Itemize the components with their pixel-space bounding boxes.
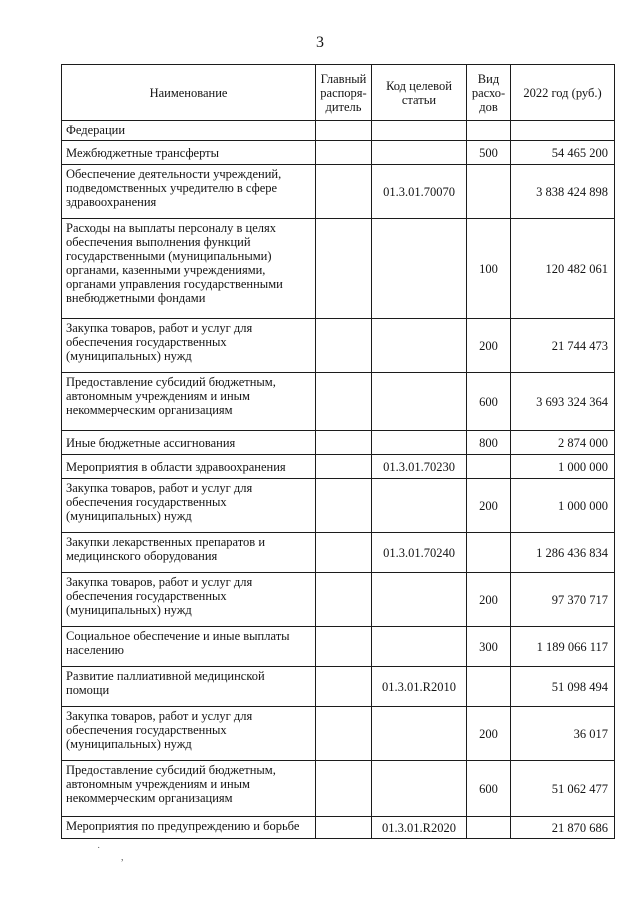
table-body: [62, 121, 615, 839]
cell-glav: [316, 165, 372, 219]
cell-glav: [316, 761, 372, 817]
table-header: [62, 65, 615, 121]
cell-vid: [467, 455, 511, 479]
budget-table: [61, 64, 615, 839]
table-row: [62, 141, 615, 165]
cell-sum: 54 465 200: [511, 141, 615, 165]
cell-name: Предоставление субсидий бюджетным, автономным учреждениям и иным некоммерческим организациям: [62, 761, 316, 817]
header-sum: 2022 год (руб.): [511, 65, 615, 121]
cell-sum: 51 098 494: [511, 667, 615, 707]
cell-sum: [511, 121, 615, 141]
cell-glav: [316, 627, 372, 667]
cell-glav: [316, 455, 372, 479]
cell-kod: [372, 573, 467, 627]
cell-name: Социальное обеспечение и иные выплаты населению: [62, 627, 316, 667]
table-row: [62, 667, 615, 707]
page-number: 3: [316, 34, 324, 51]
cell-vid: 200: [467, 573, 511, 627]
table-row: [62, 533, 615, 573]
table-row: [62, 373, 615, 431]
cell-sum: 3 693 324 364: [511, 373, 615, 431]
cell-kod: 01.3.01.70230: [372, 455, 467, 479]
cell-glav: [316, 479, 372, 533]
table-row: [62, 817, 615, 839]
cell-vid: [467, 667, 511, 707]
table-row: [62, 121, 615, 141]
cell-glav: [316, 121, 372, 141]
cell-vid: [467, 533, 511, 573]
cell-kod: [372, 373, 467, 431]
cell-name: Закупка товаров, работ и услуг для обеспечения государственных (муниципальных) нужд: [62, 573, 316, 627]
table-row: [62, 319, 615, 373]
cell-sum: 97 370 717: [511, 573, 615, 627]
cell-name: Закупки лекарственных препаратов и медицинского оборудования: [62, 533, 316, 573]
cell-kod: [372, 627, 467, 667]
cell-glav: [316, 141, 372, 165]
cell-kod: 01.3.01.R2010: [372, 667, 467, 707]
cell-kod: [372, 141, 467, 165]
cell-kod: 01.3.01.70070: [372, 165, 467, 219]
cell-sum: 120 482 061: [511, 219, 615, 319]
cell-sum: 1 000 000: [511, 479, 615, 533]
cell-glav: [316, 667, 372, 707]
cell-vid: 600: [467, 373, 511, 431]
cell-vid: 200: [467, 479, 511, 533]
cell-vid: 300: [467, 627, 511, 667]
table-row: [62, 627, 615, 667]
cell-sum: 1 000 000: [511, 455, 615, 479]
table-row: [62, 431, 615, 455]
cell-vid: 500: [467, 141, 511, 165]
cell-kod: [372, 479, 467, 533]
scan-speck: ,: [121, 852, 124, 863]
table-row: [62, 165, 615, 219]
cell-vid: 200: [467, 707, 511, 761]
cell-sum: 51 062 477: [511, 761, 615, 817]
table-row: [62, 455, 615, 479]
cell-vid: [467, 165, 511, 219]
cell-vid: 600: [467, 761, 511, 817]
cell-name: Федерации: [62, 121, 316, 141]
table-row: [62, 761, 615, 817]
cell-sum: 3 838 424 898: [511, 165, 615, 219]
cell-glav: [316, 319, 372, 373]
cell-name: Предоставление субсидий бюджетным, автономным учреждениям и иным некоммерческим организациям: [62, 373, 316, 431]
cell-vid: [467, 121, 511, 141]
cell-glav: [316, 573, 372, 627]
cell-vid: 800: [467, 431, 511, 455]
cell-name: Мероприятия в области здравоохранения: [62, 455, 316, 479]
cell-vid: [467, 817, 511, 839]
cell-glav: [316, 219, 372, 319]
table-row: [62, 219, 615, 319]
table-row: [62, 573, 615, 627]
cell-name: Развитие паллиативной медицинской помощи: [62, 667, 316, 707]
cell-vid: 100: [467, 219, 511, 319]
cell-name: Закупка товаров, работ и услуг для обеспечения государственных (муниципальных) нужд: [62, 479, 316, 533]
cell-name: Мероприятия по предупреждению и борьбе: [62, 817, 316, 839]
cell-kod: [372, 431, 467, 455]
cell-sum: 2 874 000: [511, 431, 615, 455]
cell-vid: 200: [467, 319, 511, 373]
cell-sum: 21 744 473: [511, 319, 615, 373]
cell-name: Межбюджетные трансферты: [62, 141, 316, 165]
cell-glav: [316, 707, 372, 761]
cell-glav: [316, 533, 372, 573]
cell-name: Иные бюджетные ассигнования: [62, 431, 316, 455]
header-glav: Главный распоря-дитель: [316, 65, 372, 121]
cell-sum: 1 286 436 834: [511, 533, 615, 573]
cell-name: Расходы на выплаты персоналу в целях обеспечения выполнения функций государственными (муниципальными) органами, казенными учреждениями, органами управления государственными внебюджетными фондами: [62, 219, 316, 319]
cell-glav: [316, 431, 372, 455]
scan-speck: ˙: [97, 846, 101, 857]
header-vid: Вид расхо-дов: [467, 65, 511, 121]
cell-glav: [316, 817, 372, 839]
cell-kod: [372, 219, 467, 319]
table-row: [62, 479, 615, 533]
cell-kod: [372, 707, 467, 761]
cell-sum: 36 017: [511, 707, 615, 761]
table-row: [62, 707, 615, 761]
cell-kod: [372, 319, 467, 373]
cell-kod: [372, 121, 467, 141]
cell-kod: [372, 761, 467, 817]
cell-glav: [316, 373, 372, 431]
cell-name: Обеспечение деятельности учреждений, подведомственных учредителю в сфере здравоохранения: [62, 165, 316, 219]
cell-name: Закупка товаров, работ и услуг для обеспечения государственных (муниципальных) нужд: [62, 707, 316, 761]
cell-kod: 01.3.01.70240: [372, 533, 467, 573]
cell-sum: 1 189 066 117: [511, 627, 615, 667]
header-kod: Код целевой статьи: [372, 65, 467, 121]
header-name: Наименование: [62, 65, 316, 121]
cell-name: Закупка товаров, работ и услуг для обеспечения государственных (муниципальных) нужд: [62, 319, 316, 373]
cell-kod: 01.3.01.R2020: [372, 817, 467, 839]
header-row: [62, 65, 615, 121]
cell-sum: 21 870 686: [511, 817, 615, 839]
